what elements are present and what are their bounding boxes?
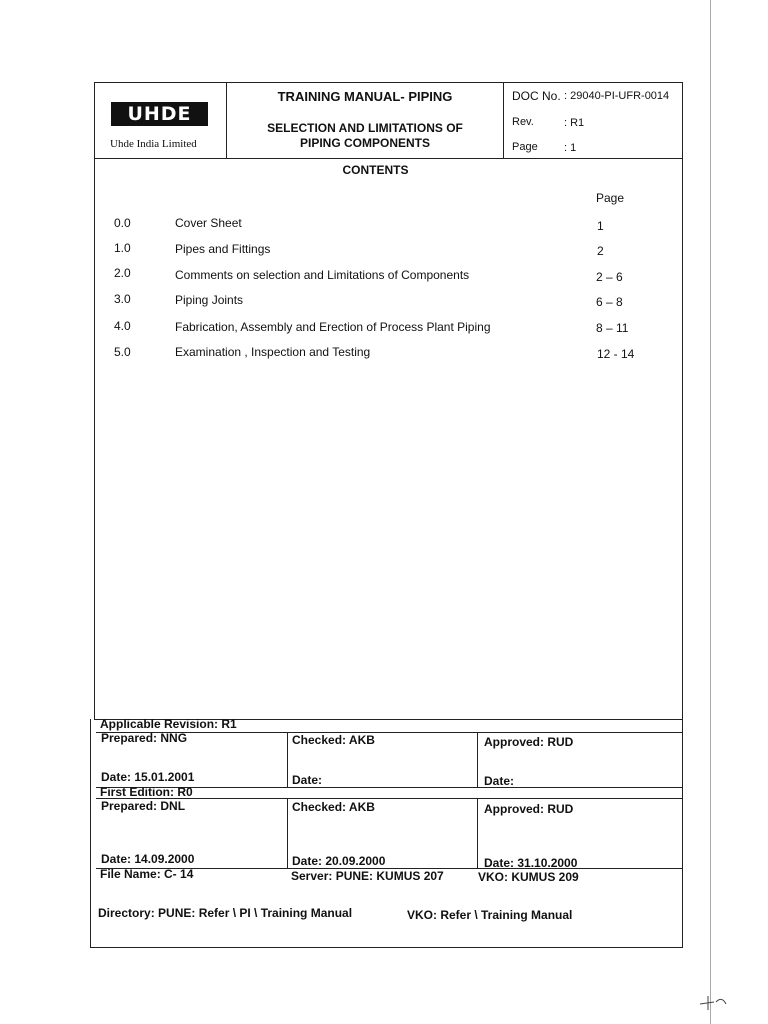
vko-server: VKO: KUMUS 209 [478, 870, 579, 884]
contents-heading: CONTENTS [342, 163, 409, 177]
rev-date-checked: Date: [292, 773, 323, 787]
edition-date-approved: Date: 31.10.2000 [484, 856, 578, 870]
rev-col-divider-2 [477, 732, 478, 788]
document-subtitle-line1: SELECTION AND LIMITATIONS OF [267, 121, 463, 135]
frame-bottom [90, 947, 683, 948]
rev-col-divider-1 [287, 732, 288, 788]
scan-edge-line [710, 0, 711, 1024]
item-page: 2 – 6 [596, 270, 623, 284]
rev-date-prepared: Date: 15.01.2001 [101, 770, 195, 784]
item-title: Comments on selection and Limitations of Components [175, 268, 470, 282]
applicable-revision: Applicable Revision: R1 [100, 717, 237, 731]
handwritten-mark [696, 992, 736, 1012]
item-title: Examination , Inspection and Testing [175, 345, 371, 359]
item-number: 0.0 [114, 216, 131, 230]
file-name: File Name: C- 14 [100, 867, 194, 881]
item-page: 2 [597, 244, 604, 258]
item-title: Piping Joints [175, 293, 244, 307]
item-title: Pipes and Fittings [175, 242, 271, 256]
first-edition: First Edition: R0 [100, 785, 193, 799]
company-name: Uhde India Limited [110, 138, 197, 150]
rev-prepared: Prepared: NNG [101, 731, 188, 745]
edition-date-prepared: Date: 14.09.2000 [101, 852, 195, 866]
rev-approved: Approved: RUD [484, 735, 574, 749]
item-page: 8 – 11 [596, 321, 629, 335]
document-title: TRAINING MANUAL- PIPING [277, 89, 453, 104]
item-title: Cover Sheet [175, 216, 242, 230]
edition-approved: Approved: RUD [484, 802, 574, 816]
item-number: 3.0 [114, 292, 131, 306]
edition-checked: Checked: AKB [292, 800, 375, 814]
rev-date-approved: Date: [484, 774, 515, 788]
rev-value: : R1 [564, 117, 585, 129]
item-number: 1.0 [114, 241, 131, 255]
page-label: Page [512, 141, 538, 153]
edition-prepared: Prepared: DNL [101, 799, 186, 813]
item-number: 2.0 [114, 266, 131, 280]
edition-col-divider-2 [477, 798, 478, 869]
frame-right [682, 82, 683, 948]
doc-no-label: DOC No. [512, 89, 561, 103]
rev-checked: Checked: AKB [292, 733, 375, 747]
frame-top [94, 82, 683, 83]
contents-page-column-label: Page [596, 191, 625, 205]
logo-text: UHDE [127, 102, 192, 125]
page-value: : 1 [564, 142, 577, 154]
item-title: Fabrication, Assembly and Erection of Process Plant Piping [175, 320, 491, 334]
item-number: 5.0 [114, 345, 131, 359]
server: Server: PUNE: KUMUS 207 [291, 869, 444, 883]
document-subtitle-line2: PIPING COMPONENTS [299, 136, 430, 150]
uhde-logo [111, 102, 208, 126]
frame-left [94, 82, 95, 720]
rev-label: Rev. [512, 116, 534, 128]
footer-left [90, 719, 91, 948]
item-number: 4.0 [114, 319, 131, 333]
item-page: 6 – 8 [596, 295, 623, 309]
doc-no-value: : 29040-PI-UFR-0014 [564, 90, 670, 102]
header-divider-2 [503, 82, 504, 159]
item-page: 1 [597, 219, 604, 233]
vko-directory: VKO: Refer \ Training Manual [407, 908, 573, 922]
edition-col-divider-1 [287, 798, 288, 869]
header-bottom-line [94, 158, 683, 159]
edition-date-checked: Date: 20.09.2000 [292, 854, 386, 868]
item-page: 12 - 14 [597, 347, 635, 361]
directory: Directory: PUNE: Refer \ PI \ Training Manual [98, 906, 353, 920]
